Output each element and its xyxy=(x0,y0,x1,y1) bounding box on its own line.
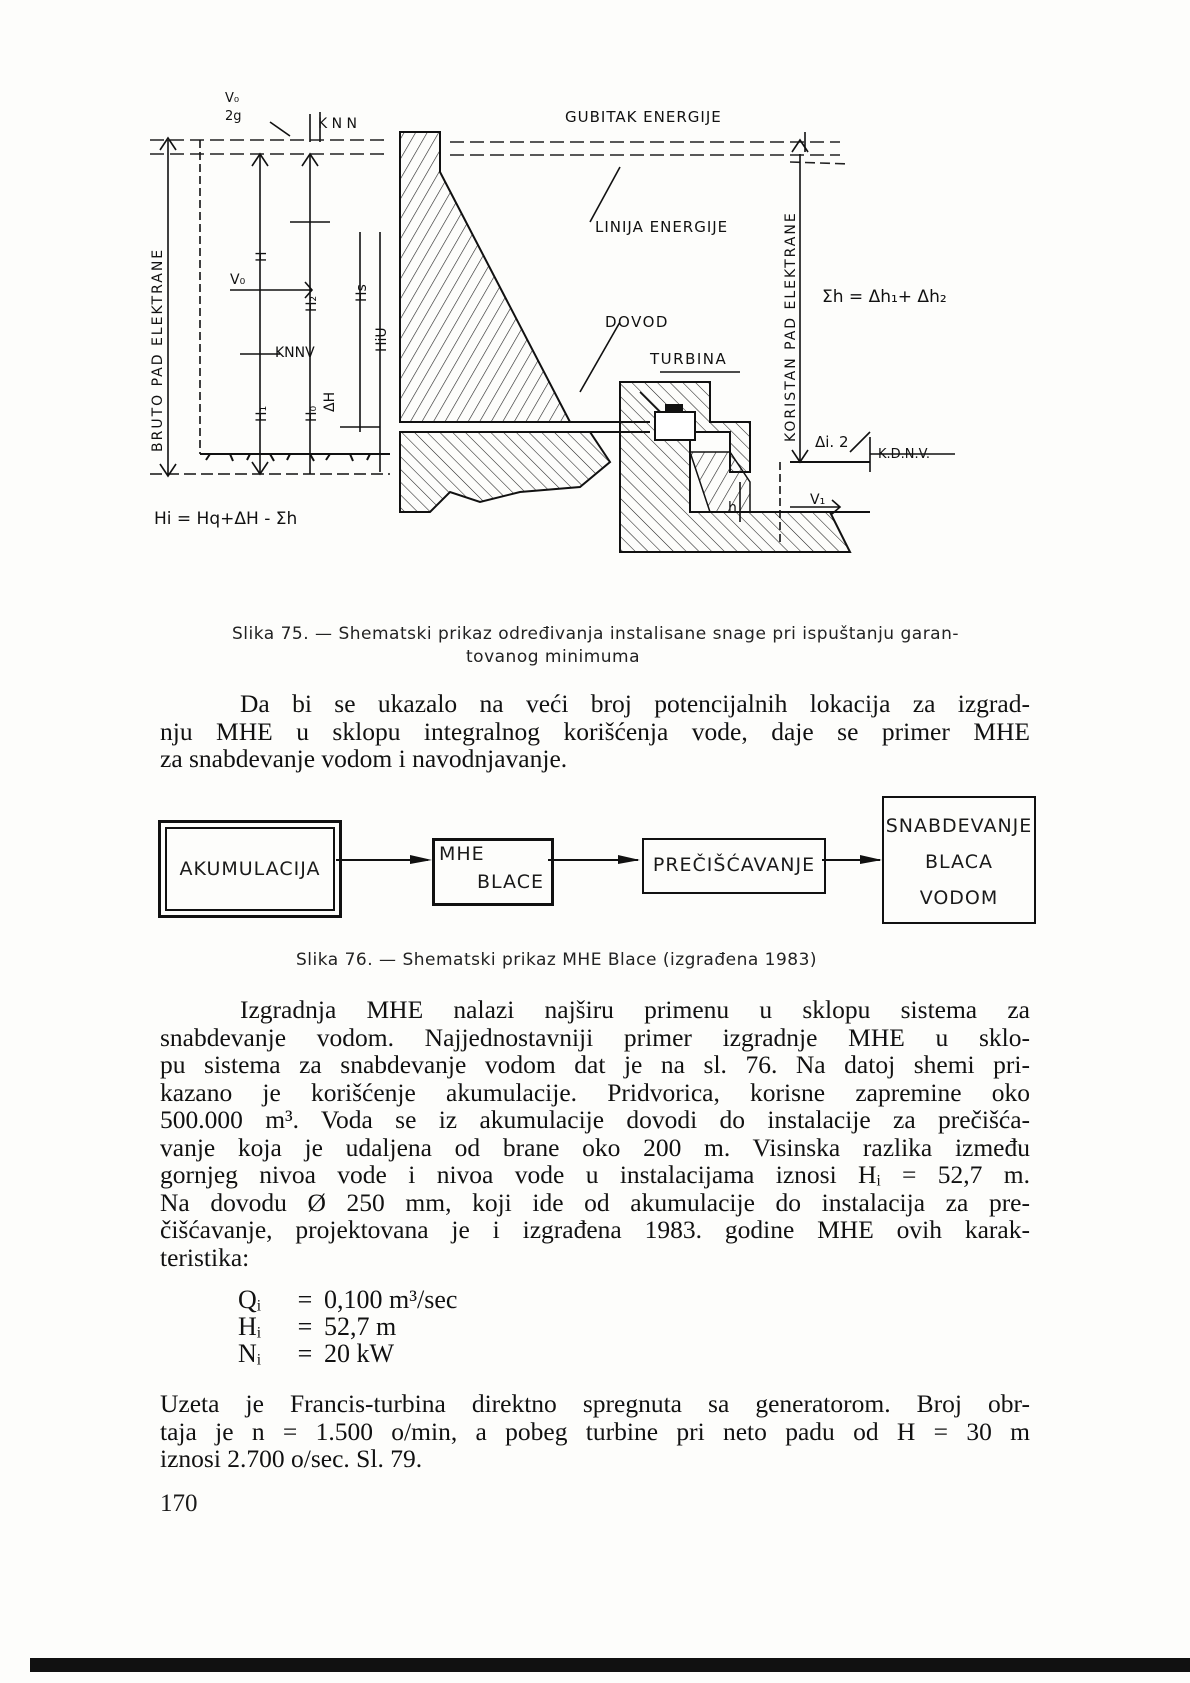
text-line: za snabdevanje vodom i navodnjavanje. xyxy=(160,744,568,773)
equation-row xyxy=(238,1313,457,1340)
eq-lhs: Qᵢ xyxy=(238,1285,262,1314)
eq-sign: = xyxy=(297,1312,313,1341)
snabdevanje-text xyxy=(884,808,1034,916)
net-head-label: KORISTAN PAD ELEKTRANE xyxy=(783,211,799,442)
figure76-caption: Slika 76. — Shematski prikaz MHE Blace (izgrađena 1983) xyxy=(296,950,818,970)
text-line: Izgradnja MHE nalazi najširu primenu u sklopu sistema za xyxy=(240,995,1030,1024)
eq-rhs: 52,7 m xyxy=(324,1312,397,1341)
velocity-head-numerator: V₀ xyxy=(225,92,240,106)
equation-row xyxy=(238,1340,457,1367)
h-label: H xyxy=(254,251,270,262)
velocity-head-denominator: 2g xyxy=(225,109,242,124)
arrow-1 xyxy=(336,830,436,890)
eq-sign: = xyxy=(297,1339,313,1368)
penstock-label: DOVOD xyxy=(605,313,669,331)
knn-label: K N N xyxy=(318,116,358,132)
text-line: Na dovodu Ø 250 mm, koji ide od akumulacije do instalacija za pre- xyxy=(160,1187,1030,1217)
eq-sign: = xyxy=(297,1285,313,1314)
eq-lhs: Nᵢ xyxy=(238,1339,262,1368)
text-line: vanje koja je udaljena od brane oko 200 m. Visinska razlika između xyxy=(160,1132,1030,1162)
mhe-label: MHE xyxy=(439,843,485,865)
text-line: teristika: xyxy=(160,1242,250,1272)
draft-head-label: h xyxy=(728,500,737,516)
snabdevanje-box xyxy=(882,796,1036,924)
kdnv-label: K.D.N.V. xyxy=(878,447,931,462)
h0-label: H₀ xyxy=(304,405,320,422)
text-line: 500.000 m³. Voda se iz akumulacije dovodi do instalacije za prečišća- xyxy=(160,1105,1030,1134)
text-line: pu sistema za snabdevanje vodom dat je na sl. 76. Na datoj shemi pri- xyxy=(160,1050,1030,1079)
text-line: taja je n = 1.500 o/min, a pobeg turbine pri neto padu od H = 30 m xyxy=(160,1416,1030,1446)
figure75-caption-line2: tovanog minimuma xyxy=(466,647,641,667)
hiu-label: HiU xyxy=(374,327,390,352)
energy-line-label: LINIJA ENERGIJE xyxy=(595,218,729,236)
paragraph-intro xyxy=(160,690,1030,773)
text-line: iznosi 2.700 o/sec. Sl. 79. xyxy=(160,1444,423,1473)
text-line: nju MHE u sklopu integralnog korišćenja vode, daje se primer MHE xyxy=(160,716,1030,746)
text-line: kazano je korišćenje akumulacije. Pridvorica, korisne zapremine oko xyxy=(160,1077,1030,1107)
text-line: čišćavanje, projektovana je i izgrađena 1983. godine MHE ovih karak- xyxy=(160,1215,1030,1244)
arrow-2 xyxy=(548,830,644,890)
paragraph-body xyxy=(160,996,1030,1271)
hs-label: Hs xyxy=(354,284,370,302)
akumulacija-box: AKUMULACIJA xyxy=(165,827,335,911)
mhe-blace-box xyxy=(432,838,554,906)
figure75-caption-line1: Slika 75. — Shematski prikaz određivanja instalisane snage pri ispuštanju garan- xyxy=(232,624,960,644)
precisavanje-box xyxy=(642,838,826,894)
h2-label: H₂ xyxy=(304,295,320,312)
blaca-label: BLACA xyxy=(925,851,993,873)
knnv-label: KNNV xyxy=(275,345,315,361)
eq-rhs: 0,100 m³/sec xyxy=(324,1285,458,1314)
delta-h-label: ΔH xyxy=(322,391,338,412)
page-number: 170 xyxy=(160,1490,198,1517)
arrow-3 xyxy=(822,830,884,890)
precisavanje-label: PREČIŠĆAVANJE xyxy=(652,854,816,876)
blace-label: BLACE xyxy=(477,871,544,893)
outflow-velocity-label: V₁ xyxy=(810,492,826,508)
gross-head-label: BRUTO PAD ELEKTRANE xyxy=(150,247,166,452)
akumulacija-box-outer xyxy=(158,820,342,918)
h1-label: H₁ xyxy=(254,405,270,422)
paragraph-turbine xyxy=(160,1390,1030,1473)
head-loss-sum-label: Σh = Δh₁+ Δh₂ xyxy=(822,287,947,307)
tailrace-loss-label: Δi. 2 xyxy=(815,433,849,451)
scan-edge-bar xyxy=(30,1658,1190,1672)
velocity-label: V₀ xyxy=(230,272,246,288)
eq-rhs: 20 kW xyxy=(324,1339,395,1368)
characteristics-equations xyxy=(238,1286,457,1367)
energy-loss-label: GUBITAK ENERGIJE xyxy=(565,108,722,126)
equation-row xyxy=(238,1286,457,1313)
dam-body xyxy=(400,132,610,512)
penstock xyxy=(410,422,650,432)
text-line: Uzeta je Francis-turbina direktno spregnuta sa generatorom. Broj obr- xyxy=(160,1389,1030,1418)
vodom-label: VODOM xyxy=(919,887,999,909)
text-line: gornjeg nivoa vode i nivoa vode u instalacijama iznosi Hᵢ = 52,7 m. xyxy=(160,1160,1030,1189)
turbine-label: TURBINA xyxy=(650,350,728,368)
snabdevanje-label: SNABDEVANJE xyxy=(885,815,1033,837)
text-line: Da bi se ukazalo na veći broj potencijalnih lokacija za izgrad- xyxy=(240,689,1030,718)
text-line: snabdevanje vodom. Najjednostavniji primer izgradnje MHE u sklo- xyxy=(160,1022,1030,1052)
net-head-formula: Hi = Hq+ΔH - Σh xyxy=(154,509,298,529)
eq-lhs: Hᵢ xyxy=(238,1312,262,1341)
dam-schematic-figure xyxy=(150,92,1050,612)
